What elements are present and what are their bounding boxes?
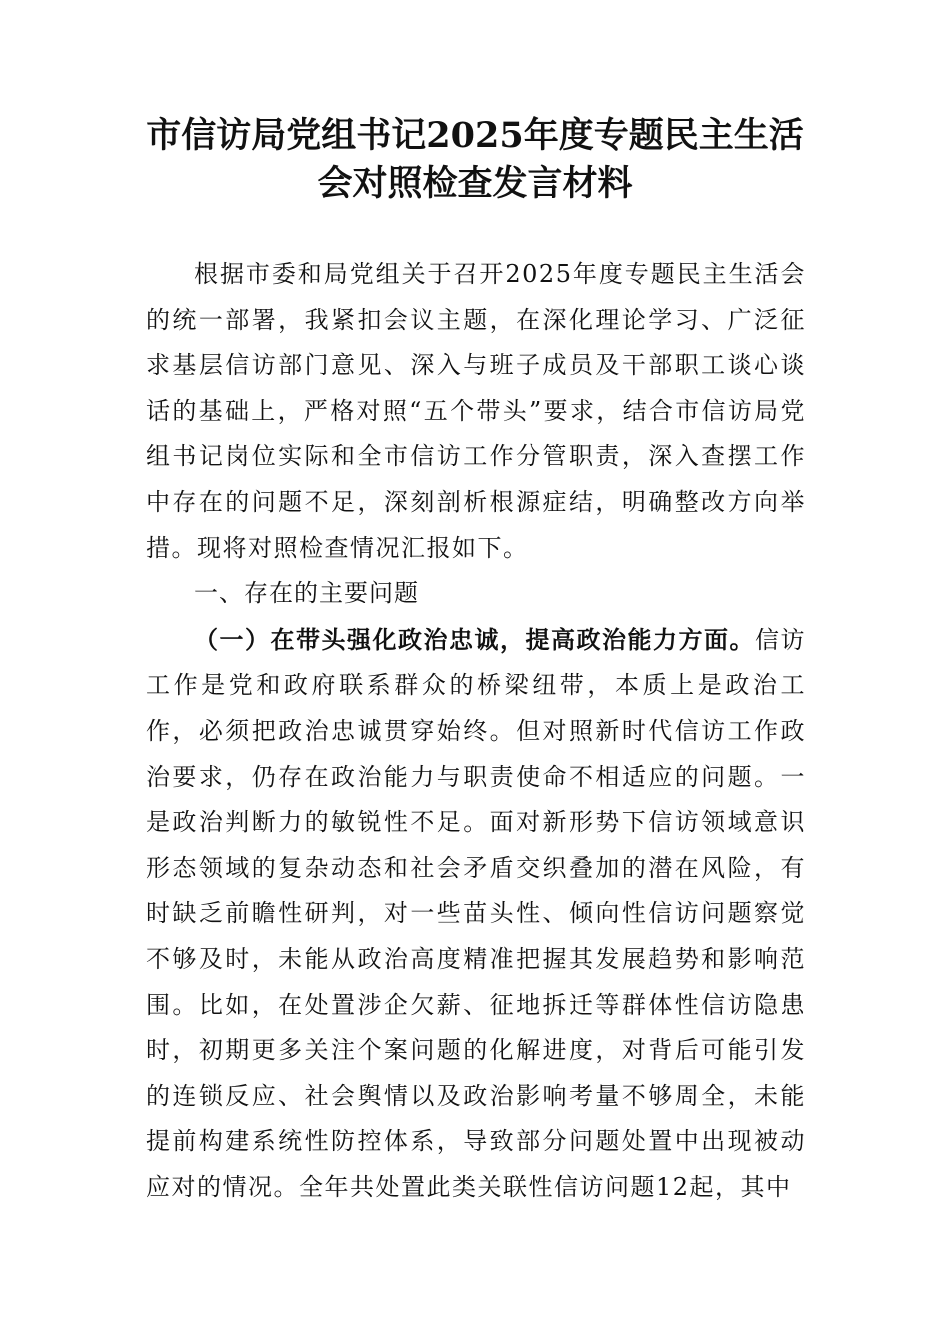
- document-body: [146, 252, 806, 1210]
- title-line-1: 市信访局党组书记2025年度专题民主生活: [146, 115, 804, 156]
- section-heading-1: 一、存在的主要问题: [194, 579, 419, 608]
- subsection-paragraph-1: [146, 617, 806, 1211]
- document-title: [120, 112, 830, 208]
- intro-paragraph: 根据市委和局党组关于召开2025年度专题民主生活会的统一部署，我紧扣会议主题，在深化理论学习、广泛征求基层信访部门意见、深入与班子成员及干部职工谈心谈话的基础上，严格对照“五个带头”要求，结合市信访局党组书记岗位实际和全市信访工作分管职责，深入查摆工作中存在的问题不足，深刻剖析根源症结，明确整改方向举措。现将对照检查情况汇报如下。: [146, 260, 806, 562]
- subsection-lead-1: （一）在带头强化政治忠诚，提高政治能力方面。: [194, 624, 755, 654]
- title-line-2: 会对照检查发言材料: [317, 163, 633, 204]
- subsection-body-1: 信访工作是党和政府联系群众的桥梁纽带，本质上是政治工作，必须把政治忠诚贯穿始终。但对照新时代信访工作政治要求，仍存在政治能力与职责使命不相适应的问题。一是政治判断力的敏锐性不足。面对新形势下信访领域意识形态领域的复杂动态和社会矛盾交织叠加的潜在风险，有时缺乏前瞻性研判，对一些苗头性、倾向性信访问题察觉不够及时，未能从政治高度精准把握其发展趋势和影响范围。比如，在处置涉企欠薪、征地拆迁等群体性信访隐患时，初期更多关注个案问题的化解进度，对背后可能引发的连锁反应、社会舆情以及政治影响考量不够周全，未能提前构建系统性防控体系，导致部分问题处置中出现被动应对的情况。全年共处置此类关联性信访问题12起，其中: [146, 625, 806, 1201]
